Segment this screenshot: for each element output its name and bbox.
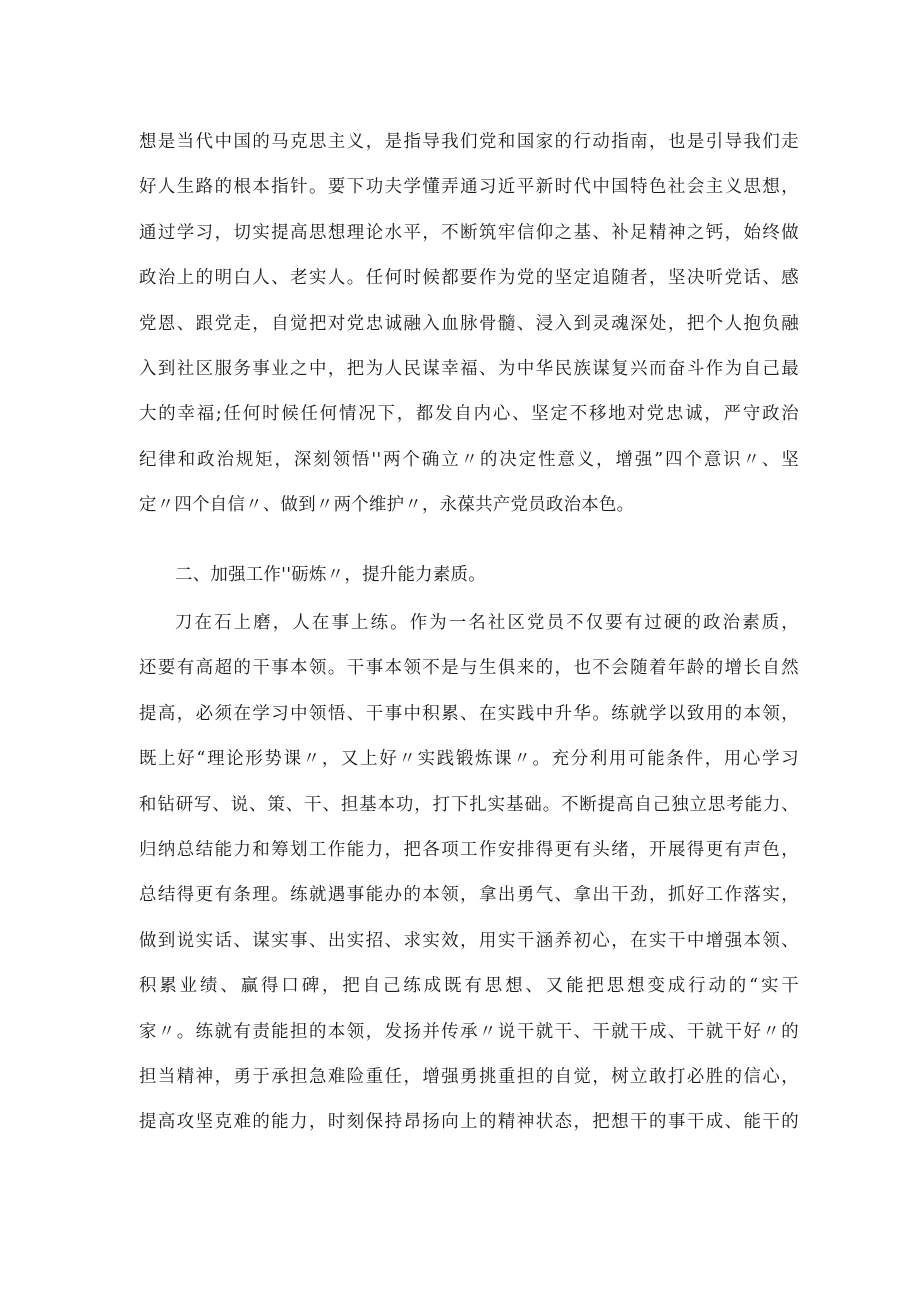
text-line: 提高，必须在学习中领悟、干事中积累、在实践中升华。练就学以致用的本领， [139,703,799,724]
paragraph-political-loyalty [139,120,799,529]
text-line: 好人生路的根本指针。要下功夫学懂弄通习近平新时代中国特色社会主义思想， [139,177,799,198]
text-line: 积累业绩、赢得口碑，把自己练成既有思想、又能把思想变成行动的“实干 [139,976,799,997]
section-heading-text: 二、加强工作''砺炼〃，提升能力素质。 [175,565,486,585]
text-line: 党恩、跟党走，自觉把对党忠诚融入血脉骨髓、浸入到灵魂深处，把个人抱负融 [139,313,799,334]
text-line: 家〃。练就有责能担的本领，发扬并传承〃说干就干、干就干成、干就干好〃的 [139,1021,799,1042]
text-line: 政治上的明白人、老实人。任何时候都要作为党的坚定追随者，坚决听党话、感 [139,268,799,289]
section-heading [139,553,799,598]
text-line: 定〃四个自信〃、做到〃两个维护〃，永葆共产党员政治本色。 [139,495,635,516]
text-line: 总结得更有条理。练就遇事能办的本领，拿出勇气、拿出干劲，抓好工作落实， [139,885,799,906]
text-line: 通过学习，切实提高思想理论水平，不断筑牢信仰之基、补足精神之钙，始终做 [139,222,799,243]
text-line: 和钻研写、说、策、干、担基本功，打下扎实基础。不断提高自己独立思考能力、 [139,794,799,815]
text-line: 想是当代中国的马克思主义，是指导我们党和国家的行动指南，也是引导我们走 [139,132,799,152]
text-line: 做到说实话、谋实事、出实招、求实效，用实干涵养初心，在实干中增强本领、 [139,930,799,951]
text-line: 担当精神，勇于承担急难险重任，增强勇挑重担的自觉，树立敢打必胜的信心， [139,1066,799,1087]
text-line: 归纳总结能力和筹划工作能力，把各项工作安排得更有头绪，开展得更有声色， [139,839,799,860]
text-line: 入到社区服务事业之中，把为人民谋幸福、为中华民族谋复兴而奋斗作为自己最 [139,358,799,379]
text-line: 大的幸福;任何时候任何情况下，都发自内心、坚定不移地对党忠诚，严守政治 [139,404,799,425]
text-line: 既上好“理论形势课〃，又上好〃实践锻炼课〃。充分利用可能条件，用心学习 [139,749,799,770]
text-line: 纪律和政治规矩，深刻领悟''两个确立〃的决定性意义，增强”四个意识〃、坚 [139,449,799,470]
text-line: 还要有高超的干事本领。干事本领不是与生俱来的，也不会随着年龄的增长自然 [139,658,799,679]
text-line: 提高攻坚克难的能力，时刻保持昂扬向上的精神状态，把想干的事干成、能干的 [139,1112,799,1133]
text-line: 刀在石上磨，人在事上练。作为一名社区党员不仅要有过硬的政治素质， [175,613,799,633]
paragraph-work-training [139,601,799,1146]
